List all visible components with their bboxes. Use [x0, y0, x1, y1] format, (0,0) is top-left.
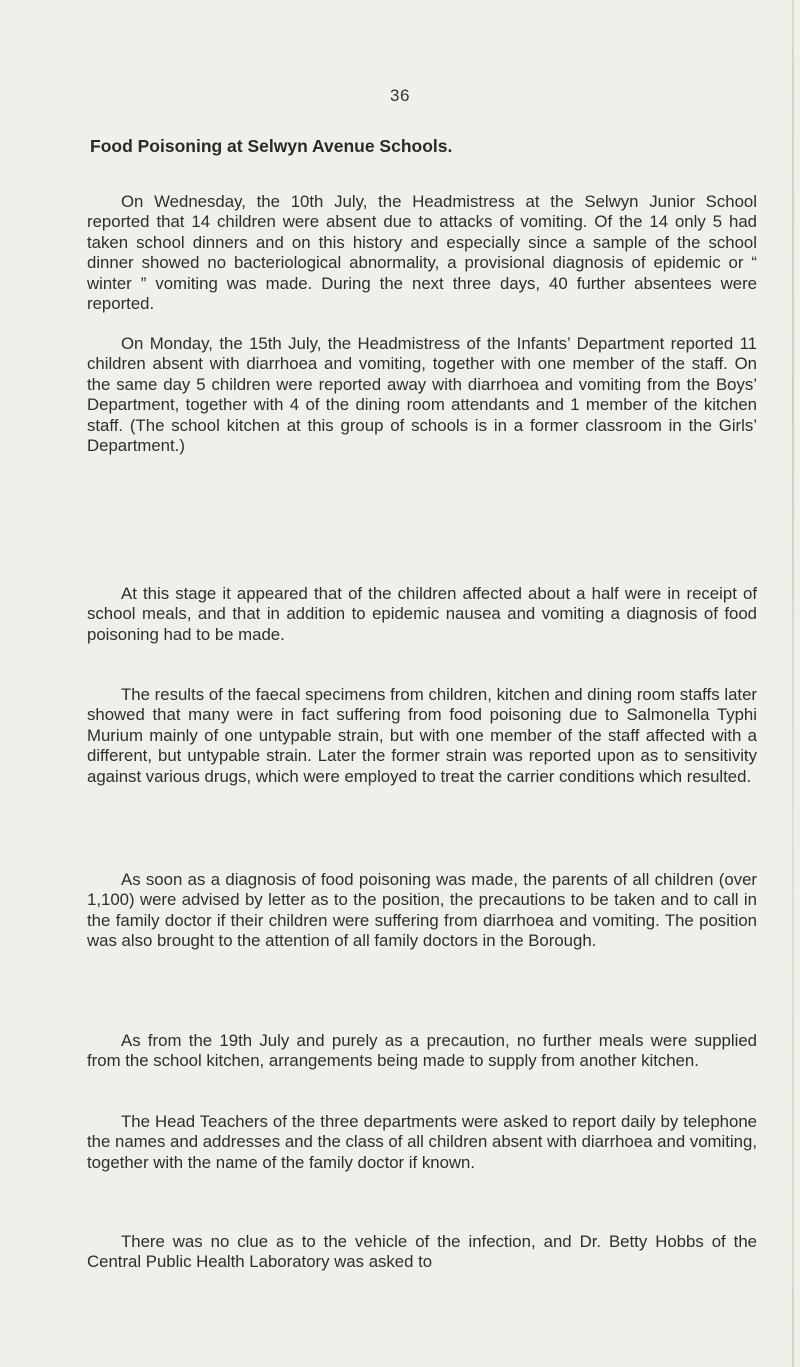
section-heading: Food Poisoning at Selwyn Avenue Schools. [90, 136, 453, 156]
page-number: 36 [390, 86, 410, 105]
paragraph-7: The Head Teachers of the three departments were asked to report daily by telephone the names and addresses and the class of all children absent with diarrhoea and vomiting, together with the name of the family doctor if known. [87, 1111, 757, 1172]
paragraph-8: There was no clue as to the vehicle of the infection, and Dr. Betty Hobbs of the Central Public Health Laboratory was asked to [87, 1231, 757, 1272]
paragraph-6: As from the 19th July and purely as a precaution, no further meals were supplied from the school kitchen, arrangements being made to supply from another kitchen. [87, 1030, 757, 1071]
paragraph-2: On Monday, the 15th July, the Headmistress of the Infants’ Department reported 11 children absent with diarrhoea and vomiting, together with one member of the staff. On the same day 5 children were reported away with diarrhoea and vomiting from the Boys’ Department, together with 4 of the dining room attendants and 1 member of the kitchen staff. (The school kitchen at this group of schools is in a former classroom in the Girls’ Department.) [87, 333, 757, 456]
paragraph-3: At this stage it appeared that of the children affected about a half were in receipt of school meals, and that in addition to epidemic nausea and vomiting a diagnosis of food poisoning had to be made. [87, 583, 757, 644]
paragraph-5: As soon as a diagnosis of food poisoning was made, the parents of all children (over 1,100) were advised by letter as to the position, the precautions to be taken and to call in the family doctor if their children were suffering from diarrhoea and vomiting. The position was also brought to the attention of all family doctors in the Borough. [87, 869, 757, 951]
paragraph-1: On Wednesday, the 10th July, the Headmistress at the Selwyn Junior School reported that 14 children were absent due to attacks of vomiting. Of the 14 only 5 had taken school dinners and on this history and especially since a sample of the school dinner showed no bacteriological abnormality, a provisional diagnosis of epidemic or “ winter ” vomiting was made. During the next three days, 40 further absentees were reported. [87, 191, 757, 314]
paragraph-4: The results of the faecal specimens from children, kitchen and dining room staffs later showed that many were in fact suffering from food poisoning due to Salmonella Typhi Murium mainly of one untypable strain, but with one member of the staff affected with a different, but untypable strain. Later the former strain was reported upon as to sensitivity against various drugs, which were employed to treat the carrier conditions which resulted. [87, 684, 757, 786]
page-edge-shadow [792, 0, 794, 1367]
